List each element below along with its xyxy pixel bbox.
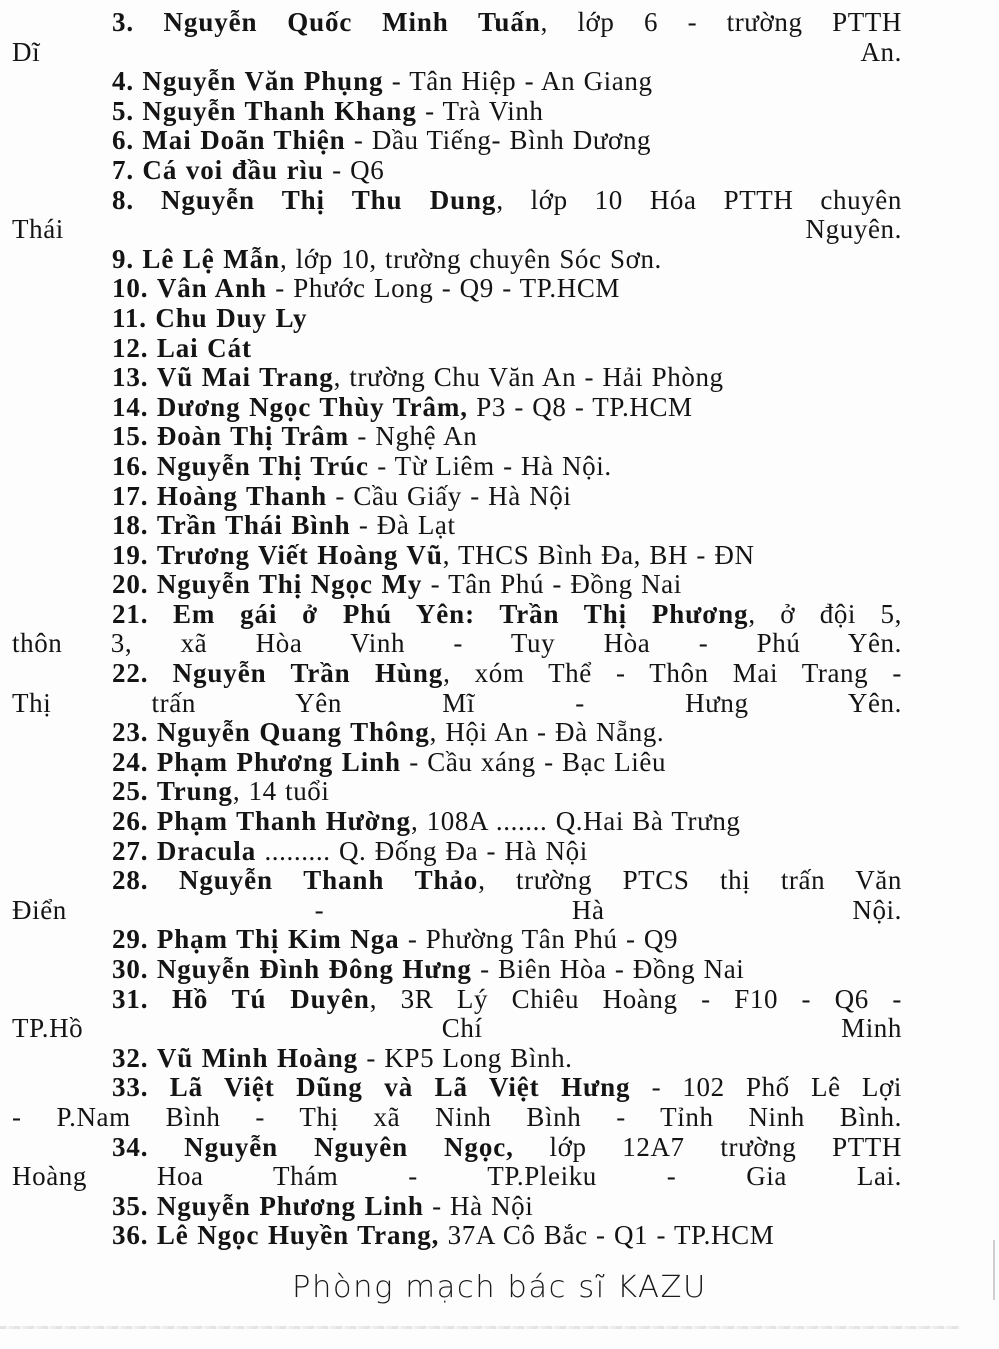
entry-name: Lê Lệ Mẫn bbox=[142, 243, 281, 274]
entry-number: 15. bbox=[112, 421, 149, 452]
list-entry bbox=[12, 452, 902, 482]
entry-name: Nguyễn Thị Trúc bbox=[156, 450, 369, 481]
entry-name: Dracula bbox=[156, 835, 257, 866]
entry-name: Nguyễn Thị Thu Dung bbox=[161, 184, 497, 215]
list-entry bbox=[12, 393, 902, 423]
entry-detail: P3 - Q8 - TP.HCM bbox=[467, 391, 693, 422]
entry-name: Nguyễn Nguyên Ngọc, bbox=[184, 1131, 514, 1162]
entry-continuation: Thái Nguyên. bbox=[12, 214, 902, 245]
entry-continuation: TP.Hồ Chí Minh bbox=[12, 1013, 902, 1044]
entry-detail: , xóm Thể - Thôn Mai Trang - bbox=[443, 658, 902, 689]
entry-name: Nguyễn Thanh Thảo bbox=[178, 865, 479, 896]
list-entry bbox=[12, 363, 902, 393]
entry-name: Trần Thái Bình bbox=[156, 510, 351, 541]
entry-name: Nguyễn Đình Đông Hưng bbox=[156, 954, 472, 984]
entry-number: 24. bbox=[112, 746, 149, 777]
entry-detail: , trường PTCS thị trấn Văn bbox=[478, 865, 902, 896]
entry-name: Vũ Minh Hoàng bbox=[156, 1042, 359, 1073]
entry-number: 28. bbox=[112, 865, 149, 896]
list-entry bbox=[12, 659, 902, 718]
entry-detail: - Tân Hiệp - An Giang bbox=[383, 66, 653, 97]
list-entry bbox=[12, 1192, 902, 1222]
list-entry bbox=[12, 97, 902, 127]
entry-number: 7. bbox=[112, 154, 135, 185]
list-entry bbox=[12, 274, 902, 304]
entry-detail: , lớp 6 - trường PTTH bbox=[540, 7, 902, 37]
entry-name: Phạm Thị Kim Nga bbox=[156, 924, 400, 955]
entry-name: Đoàn Thị Trâm bbox=[156, 421, 350, 452]
entry-name: Nguyễn Thanh Khang bbox=[142, 95, 417, 126]
entry-number: 29. bbox=[112, 924, 149, 955]
entry-name: Nguyễn Thị Ngọc My bbox=[156, 569, 423, 600]
entry-detail: - Cầu Giấy - Hà Nội bbox=[327, 480, 572, 511]
list-entry bbox=[12, 985, 902, 1044]
entry-detail: , lớp 10 Hóa PTTH chuyên bbox=[496, 184, 902, 215]
entry-detail: , trường Chu Văn An - Hải Phòng bbox=[333, 362, 724, 393]
entry-number: 17. bbox=[112, 480, 149, 511]
list-entry bbox=[12, 570, 902, 600]
entry-number: 5. bbox=[112, 95, 135, 126]
entry-detail: , 108A ....... Q.Hai Bà Trưng bbox=[410, 806, 741, 837]
entry-continuation: Dĩ An. bbox=[12, 36, 902, 67]
entry-continuation: thôn 3, xã Hòa Vinh - Tuy Hòa - Phú Yên. bbox=[12, 628, 902, 659]
entry-detail: - Trà Vinh bbox=[416, 95, 544, 126]
entry-continuation: Điển - Hà Nội. bbox=[12, 894, 902, 925]
entry-name: Nguyễn Phương Linh bbox=[156, 1190, 424, 1221]
entry-continuation: Thị trấn Yên Mĩ - Hưng Yên. bbox=[12, 687, 902, 718]
entry-detail: - Tân Phú - Đồng Nai bbox=[422, 569, 682, 600]
entry-name: Dương Ngọc Thùy Trâm, bbox=[156, 391, 468, 422]
entry-number: 11. bbox=[112, 302, 147, 333]
entry-number: 12. bbox=[112, 332, 149, 363]
entry-name: Phạm Phương Linh bbox=[156, 746, 401, 777]
scan-artifact-line bbox=[0, 1326, 960, 1329]
entry-number: 3. bbox=[112, 7, 135, 37]
entry-detail: - Phước Long - Q9 - TP.HCM bbox=[266, 273, 621, 304]
entry-detail: - Nghệ An bbox=[349, 421, 478, 452]
entry-number: 13. bbox=[112, 362, 149, 393]
entry-detail: , 14 tuổi bbox=[232, 776, 330, 807]
list-entry bbox=[12, 866, 902, 925]
entry-detail: - Biên Hòa - Đồng Nai bbox=[471, 954, 745, 984]
entry-number: 31. bbox=[112, 983, 149, 1014]
entry-number: 4. bbox=[112, 66, 135, 97]
entry-name: Chu Duy Ly bbox=[155, 302, 308, 333]
entry-number: 36. bbox=[112, 1220, 149, 1251]
entry-number: 22. bbox=[112, 658, 149, 689]
list-entry bbox=[12, 422, 902, 452]
entry-number: 18. bbox=[112, 510, 149, 541]
list-entry bbox=[12, 334, 902, 364]
entry-number: 33. bbox=[112, 1072, 149, 1103]
entry-number: 23. bbox=[112, 717, 149, 748]
entry-number: 20. bbox=[112, 569, 149, 600]
entry-name: Lai Cát bbox=[156, 332, 252, 363]
entry-name: Cá voi đầu rìu bbox=[142, 154, 324, 185]
list-entry bbox=[12, 304, 902, 334]
entry-continuation: Hoàng Hoa Thám - TP.Pleiku - Gia Lai. bbox=[12, 1161, 902, 1192]
entry-detail: - Từ Liêm - Hà Nội. bbox=[368, 450, 612, 481]
name-list bbox=[12, 8, 902, 1251]
entry-number: 25. bbox=[112, 776, 149, 807]
entry-number: 16. bbox=[112, 450, 149, 481]
list-entry bbox=[12, 156, 902, 186]
entry-number: 30. bbox=[112, 954, 149, 984]
entry-name: Hoàng Thanh bbox=[156, 480, 328, 511]
list-entry bbox=[12, 837, 902, 867]
list-entry bbox=[12, 245, 902, 275]
entry-name: Vân Anh bbox=[156, 273, 267, 304]
list-entry bbox=[12, 126, 902, 156]
entry-name: Em gái ở Phú Yên: Trần Thị Phương bbox=[173, 598, 749, 629]
entry-number: 26. bbox=[112, 806, 149, 837]
entry-detail: , lớp 10, trường chuyên Sóc Sơn. bbox=[280, 243, 662, 274]
list-entry bbox=[12, 748, 902, 778]
signature: Phòng mạch bác sĩ KAZU bbox=[292, 1270, 707, 1305]
list-entry bbox=[12, 955, 902, 985]
list-entry bbox=[12, 482, 902, 512]
entry-name: Vũ Mai Trang bbox=[156, 362, 334, 393]
list-entry bbox=[12, 807, 902, 837]
scan-edge-mark bbox=[993, 1240, 995, 1300]
entry-number: 14. bbox=[112, 391, 149, 422]
entry-detail: , THCS Bình Đa, BH - ĐN bbox=[442, 539, 755, 570]
entry-name: Trương Viết Hoàng Vũ bbox=[156, 539, 443, 570]
entry-number: 8. bbox=[112, 184, 135, 215]
entry-name: Mai Doãn Thiện bbox=[142, 125, 346, 156]
entry-detail: - Hà Nội bbox=[423, 1190, 534, 1221]
list-entry bbox=[12, 1133, 902, 1192]
entry-number: 34. bbox=[112, 1131, 149, 1162]
list-entry bbox=[12, 925, 902, 955]
entry-number: 9. bbox=[112, 243, 135, 274]
entry-detail: , ở đội 5, bbox=[748, 598, 902, 629]
list-entry bbox=[12, 541, 902, 571]
entry-detail: - Cầu xáng - Bạc Liêu bbox=[400, 746, 667, 777]
list-entry bbox=[12, 600, 902, 659]
entry-detail: - Dầu Tiếng- Bình Dương bbox=[345, 125, 652, 156]
entry-name: Lã Việt Dũng và Lã Việt Hưng bbox=[169, 1072, 631, 1103]
entry-name: Lê Ngọc Huyền Trang, bbox=[156, 1220, 440, 1251]
list-entry bbox=[12, 511, 902, 541]
list-entry bbox=[12, 1221, 902, 1251]
entry-detail: , Hội An - Đà Nẵng. bbox=[429, 717, 665, 748]
entry-number: 19. bbox=[112, 539, 149, 570]
entry-detail: , 3R Lý Chiêu Hoàng - F10 - Q6 - bbox=[369, 983, 902, 1014]
list-entry bbox=[12, 1073, 902, 1132]
entry-detail: lớp 12A7 trường PTTH bbox=[513, 1131, 902, 1162]
list-entry bbox=[12, 718, 902, 748]
entry-number: 35. bbox=[112, 1190, 149, 1221]
entry-continuation: - P.Nam Bình - Thị xã Ninh Bình - Tỉnh Ninh Bình. bbox=[12, 1101, 902, 1132]
entry-number: 27. bbox=[112, 835, 149, 866]
entry-name: Phạm Thanh Hường bbox=[156, 806, 411, 837]
entry-detail: 37A Cô Bắc - Q1 - TP.HCM bbox=[439, 1220, 775, 1251]
entry-name: Nguyễn Quang Thông bbox=[156, 717, 430, 748]
entry-number: 21. bbox=[112, 598, 149, 629]
entry-detail: - Q6 bbox=[323, 154, 385, 185]
entry-name: Nguyễn Quốc Minh Tuấn bbox=[163, 7, 541, 37]
entry-detail: - Đà Lạt bbox=[350, 510, 456, 541]
list-entry bbox=[12, 67, 902, 97]
entry-number: 32. bbox=[112, 1042, 149, 1073]
entry-detail: - 102 Phố Lê Lợi bbox=[630, 1072, 902, 1103]
entry-name: Hồ Tú Duyên bbox=[171, 983, 370, 1014]
entry-name: Nguyễn Trần Hùng bbox=[172, 658, 444, 689]
list-entry bbox=[12, 1044, 902, 1074]
entry-detail: - KP5 Long Bình. bbox=[358, 1042, 573, 1073]
list-entry bbox=[12, 777, 902, 807]
entry-name: Trung bbox=[156, 776, 233, 807]
entry-detail: ......... Q. Đống Đa - Hà Nội bbox=[256, 835, 588, 866]
list-entry bbox=[12, 8, 902, 67]
entry-detail: - Phường Tân Phú - Q9 bbox=[399, 924, 679, 955]
entry-number: 10. bbox=[112, 273, 149, 304]
entry-name: Nguyễn Văn Phụng bbox=[142, 66, 384, 97]
list-entry bbox=[12, 186, 902, 245]
entry-number: 6. bbox=[112, 125, 135, 156]
